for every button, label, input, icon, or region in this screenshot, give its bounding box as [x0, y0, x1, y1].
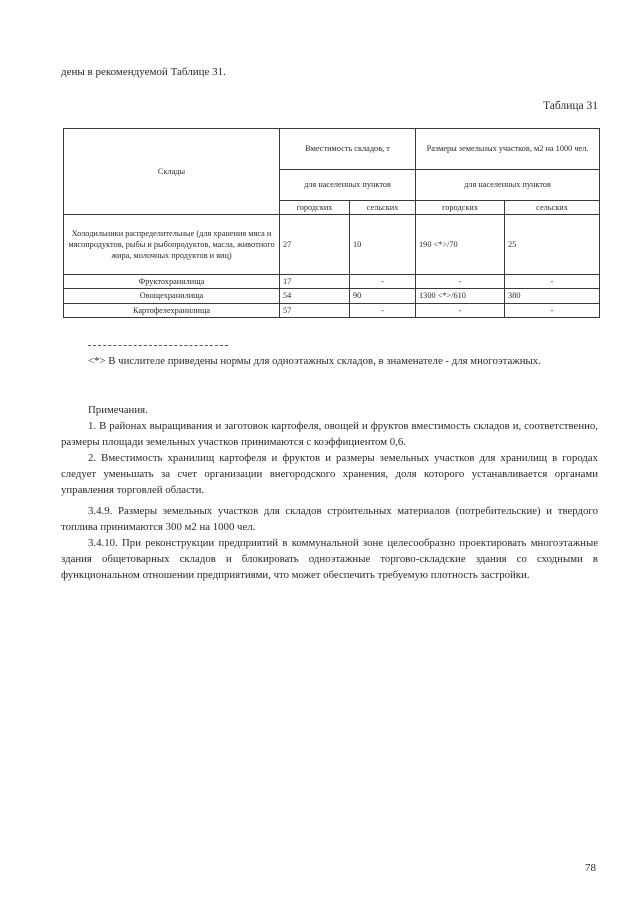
row-land-rural: -	[505, 275, 600, 289]
page-number: 78	[585, 862, 596, 874]
row-cap-urban: 57	[280, 303, 350, 317]
table-row	[64, 289, 600, 303]
note-1: 1. В районах выращивания и заготовок картофеля, овощей и фруктов вместимость складов и, соответственно, размеры площади земельных участков принимаются с коэффициентом 0,6.	[61, 420, 598, 448]
row-cap-rural: 90	[350, 289, 416, 303]
row-name: Овощехранилища	[64, 289, 280, 303]
storage-table	[63, 128, 600, 318]
row-cap-urban: 27	[280, 215, 350, 275]
intro-text: дены в рекомендуемой Таблице 31.	[61, 66, 226, 78]
table-row	[64, 215, 600, 275]
row-cap-rural: -	[350, 275, 416, 289]
header-stores: Склады	[64, 129, 280, 215]
row-name: Холодильники распределительные (для хранения мяса и мясопродуктов, рыбы и рыбопродуктов, масла, животного жира, молочных продуктов и яиц)	[64, 215, 280, 275]
table-row	[64, 275, 600, 289]
header-rural-land: сельских	[505, 201, 600, 215]
header-rural-capacity: сельских	[350, 201, 416, 215]
row-cap-urban: 54	[280, 289, 350, 303]
table-caption: Таблица 31	[543, 100, 598, 112]
row-name: Картофелехранилища	[64, 303, 280, 317]
paragraph-3-4-9: 3.4.9. Размеры земельных участков для складов строительных материалов (потребительские) и твердого топлива принимаются 300 м2 на 1000 чел.	[61, 505, 598, 533]
row-land-urban: 1300 <*>/610	[416, 289, 505, 303]
header-urban-land: городских	[416, 201, 505, 215]
row-land-urban: -	[416, 275, 505, 289]
row-cap-rural: -	[350, 303, 416, 317]
notes-title: Примечания.	[88, 404, 148, 416]
row-land-rural: 25	[505, 215, 600, 275]
header-land: Размеры земельных участков, м2 на 1000 чел.	[416, 129, 600, 170]
paragraph-3-4-10: 3.4.10. При реконструкции предприятий в коммунальной зоне целесообразно проектировать многоэтажные здания общетоварных складов и блокировать одноэтажные торгово-складские здания со сходными в функциональном отношении предприятиями, что может обеспечить требуемую плотность застройки.	[61, 537, 598, 581]
row-cap-urban: 17	[280, 275, 350, 289]
note-2: 2. Вместимость хранилищ картофеля и фруктов и размеры земельных участков для хранилищ в городах следует уменьшать за счет организации внегородского хранения, доля которого устанавливается органами управления торговлей области.	[61, 452, 598, 496]
table-row	[64, 303, 600, 317]
row-land-rural: -	[505, 303, 600, 317]
footnote-text: <*> В числителе приведены нормы для одноэтажных складов, в знаменателе - для многоэтажных.	[88, 355, 541, 367]
row-land-rural: 380	[505, 289, 600, 303]
row-cap-rural: 10	[350, 215, 416, 275]
header-urban-capacity: городских	[280, 201, 350, 215]
row-land-urban: -	[416, 303, 505, 317]
row-name: Фруктохранилища	[64, 275, 280, 289]
row-land-urban: 190 <*>/70	[416, 215, 505, 275]
header-capacity: Вместимость складов, т	[280, 129, 416, 170]
header-settlements-land: для населенных пунктов	[416, 170, 600, 201]
section-paragraphs	[61, 503, 598, 583]
header-settlements-capacity: для населенных пунктов	[280, 170, 416, 201]
footnote-separator	[88, 345, 228, 346]
notes-block	[61, 402, 598, 498]
footnote	[61, 353, 598, 369]
